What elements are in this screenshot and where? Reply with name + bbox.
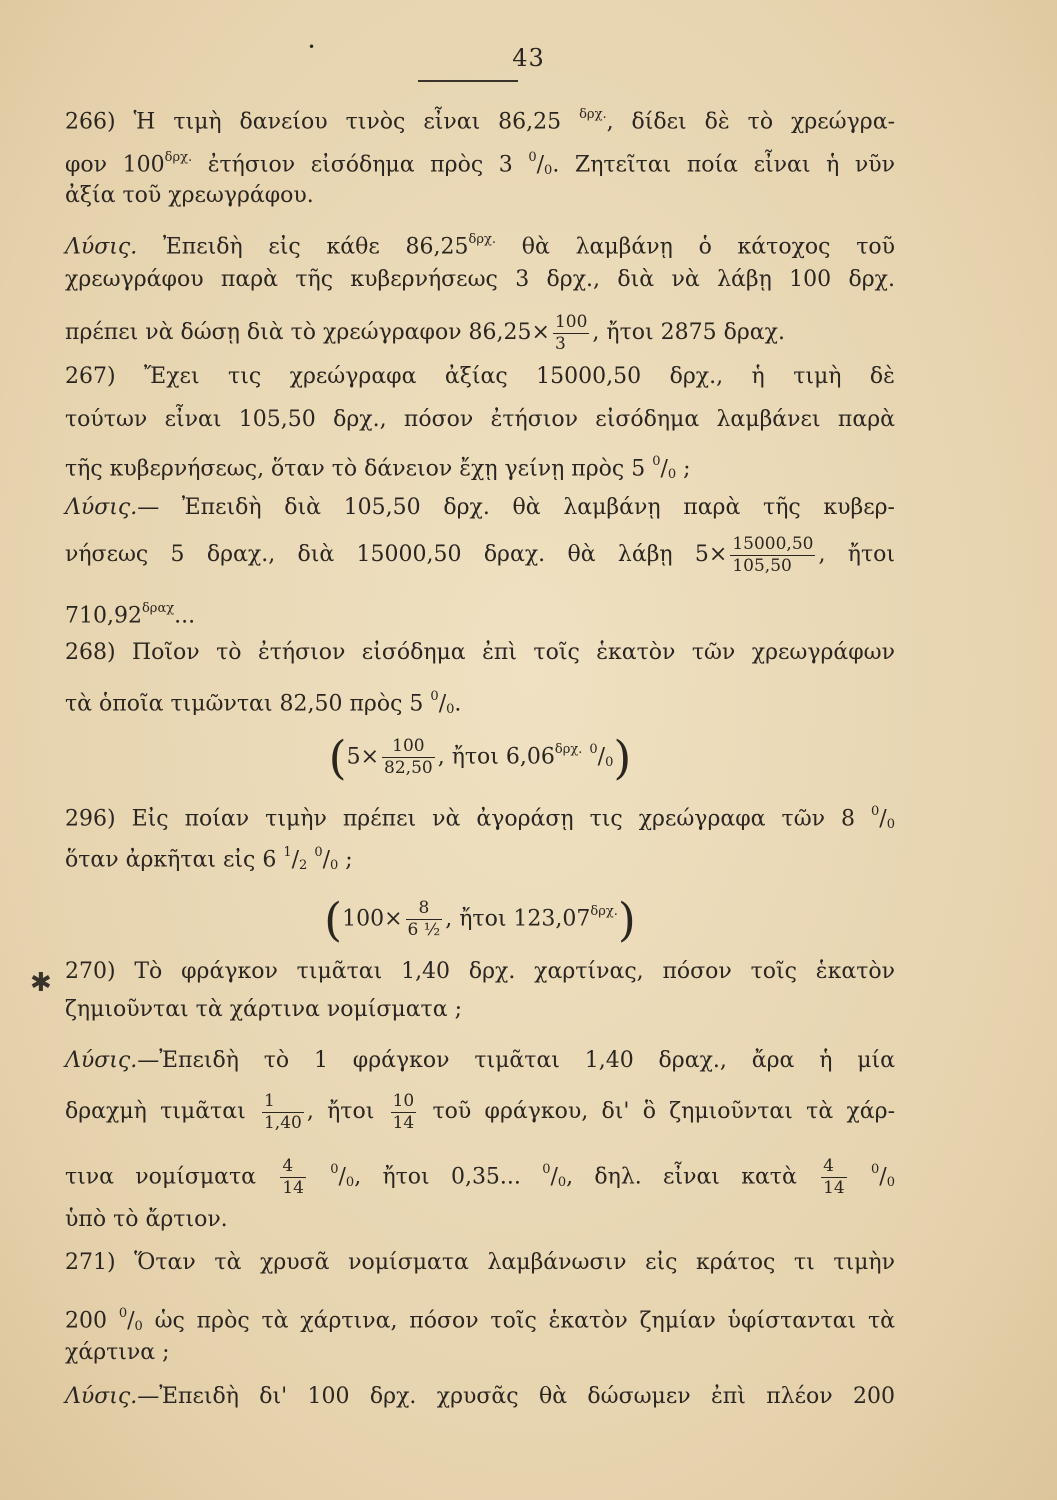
- text-run: ζημιοῦνται τὰ χάρτινα νομίσματα ;: [65, 997, 462, 1022]
- text-line: [65, 1090, 895, 1134]
- text-run: 710,92: [65, 603, 142, 629]
- text-run: /: [438, 691, 447, 717]
- superscript: 0: [330, 1162, 339, 1177]
- text-run: — Ἐπειδὴ διὰ 105,50 δρχ. θὰ λαμβάνῃ παρὰ τῆς κυβερ-: [137, 495, 895, 520]
- text-run: /: [127, 1308, 135, 1334]
- text-run: 100×: [342, 906, 403, 932]
- text-run: ὑπὸ τὸ ἄρτιον.: [65, 1207, 228, 1232]
- text-run: θὰ λαμβάνῃ ὁ κάτοχος τοῦ: [495, 234, 896, 260]
- text-run: —Ἐπειδὴ δι' 100 δρχ. χρυσᾶς θὰ δώσωμεν ἐπὶ πλέον 200: [137, 1384, 895, 1409]
- text-run: [309, 1164, 330, 1189]
- text-run: /: [660, 456, 668, 482]
- subscript: 0: [886, 816, 895, 832]
- fraction: [382, 735, 435, 778]
- fraction: [280, 1155, 306, 1198]
- fraction-numerator: 100: [554, 311, 588, 332]
- text-line: [65, 1292, 895, 1336]
- superscript: 0: [871, 1162, 880, 1177]
- subscript: 0: [557, 1174, 567, 1190]
- fraction-denominator: 3: [554, 333, 566, 354]
- superscript: 1: [283, 845, 292, 860]
- text-run: ὡς πρὸς τὰ χάρτινα, πόσον τοῖς ἑκατὸν ζημίαν ὑφίστανται τὰ: [142, 1308, 895, 1334]
- superscript: 0: [542, 1162, 551, 1177]
- subscript: 0: [134, 1318, 143, 1334]
- subscript: 0: [667, 466, 677, 482]
- text-run: , ἤτοι: [306, 1099, 388, 1124]
- text-line: [65, 675, 895, 719]
- fraction: [406, 897, 443, 940]
- text-run: , ἤτοι 6,06: [437, 744, 555, 770]
- page-number: 43: [512, 44, 545, 72]
- parenthesis: (: [328, 730, 347, 785]
- fraction: [553, 311, 589, 354]
- text-run: /: [291, 847, 300, 873]
- text-line: [65, 790, 895, 834]
- text-run: Λύσις.: [65, 1048, 138, 1073]
- text-run: —Ἐπειδὴ τὸ 1 φράγκον τιμᾶται 1,40 δραχ., ἄρα ἡ μία: [137, 1048, 895, 1073]
- text-run: 266) Ἡ τιμὴ δανείου τινὸς εἶναι 86,25: [65, 109, 580, 135]
- parenthesis: ): [613, 730, 632, 785]
- text-line: [65, 728, 895, 785]
- fraction-denominator: 14: [823, 1177, 845, 1198]
- fraction-denominator: 14: [282, 1177, 304, 1198]
- text-run: 296) Εἰς ποίαν τιμὴν πρέπει νὰ ἀγοράσῃ τις χρεώγραφα τῶν 8: [65, 806, 872, 832]
- superscript: 0: [118, 1306, 128, 1321]
- text-run: ἐτήσιον εἰσόδημα πρὸς 3: [192, 152, 529, 178]
- fraction-numerator: 8: [406, 900, 443, 920]
- text-run: τῆς κυβερνήσεως, ὅταν τὸ δάνειον ἔχῃ γείνῃ πρὸς 5: [65, 456, 653, 482]
- subscript: 0: [446, 701, 455, 717]
- text-run: 200: [65, 1308, 119, 1334]
- text-run: ὅταν ἀρκῆται εἰς 6: [65, 847, 284, 873]
- fraction-numerator: 4: [821, 1158, 847, 1178]
- fraction-denominator: 14: [392, 1112, 415, 1133]
- text-line: [65, 258, 895, 302]
- superscript: δραχ: [141, 601, 175, 616]
- text-run: Λύσις.: [65, 495, 138, 520]
- subscript: 0: [330, 857, 339, 873]
- text-run: . Ζητεῖται ποία εἶναι ἡ νῦν: [552, 152, 895, 178]
- text-run: , ἤτοι: [818, 542, 895, 567]
- superscript: δρχ.: [164, 150, 193, 165]
- superscript: 0: [871, 804, 880, 819]
- text-run: τούτων εἶναι 105,50 δρχ., πόσον ἐτήσιον εἰσόδημα λαμβάνει παρὰ: [65, 407, 895, 432]
- text-run: 5×: [346, 744, 380, 770]
- text-run: ...: [174, 603, 196, 629]
- superscript: δρχ.: [590, 904, 618, 919]
- text-line: [65, 1039, 895, 1083]
- fraction-numerator: 1: [262, 1093, 304, 1113]
- header-rule: [418, 80, 518, 82]
- text-line: [65, 398, 895, 442]
- text-line: [65, 831, 895, 875]
- superscript: 0: [528, 150, 537, 165]
- text-run: , ἤτοι 123,07: [445, 906, 591, 932]
- subscript: 2: [299, 857, 308, 873]
- text-run: .: [454, 691, 462, 717]
- text-line: [65, 533, 895, 577]
- text-run: 268) Ποῖον τὸ ἐτήσιον εἰσόδημα ἐπὶ τοῖς ἑκατὸν τῶν χρεωγράφων: [65, 640, 895, 665]
- fraction: [821, 1155, 847, 1198]
- text-run: νήσεως 5 δραχ., διὰ 15000,50 δραχ. θὰ λάβῃ 5×: [65, 542, 728, 567]
- text-line: [65, 486, 895, 530]
- text-line: [65, 440, 895, 484]
- text-run: τὰ ὁποῖα τιμῶνται 82,50 πρὸς 5: [65, 691, 431, 717]
- text-line: [65, 890, 895, 947]
- superscript: 0: [430, 689, 439, 704]
- text-run: /: [879, 1164, 887, 1190]
- subscript: 0: [605, 754, 614, 770]
- fraction: [391, 1090, 417, 1133]
- text-run: δραχμὴ τιμᾶται: [65, 1099, 259, 1124]
- text-line: [65, 1241, 895, 1285]
- text-run: 270) Τὸ φράγκον τιμᾶται 1,40 δρχ. χαρτίνας, πόσον τοῖς ἑκατὸν: [65, 959, 895, 984]
- superscript: 0: [314, 845, 323, 860]
- text-line: [65, 631, 895, 675]
- text-line: [65, 174, 895, 218]
- text-run: 267) Ἔχει τις χρεώγραφα ἀξίας 15000,50 δρχ., ἡ τιμὴ δὲ: [65, 364, 895, 389]
- fraction-numerator: 100: [382, 738, 435, 758]
- text-run: /: [550, 1164, 558, 1190]
- text-run: φον 100: [65, 152, 165, 178]
- text-run: Λύσις.: [65, 1384, 138, 1409]
- fraction-denominator: 6 ½: [407, 919, 441, 940]
- text-line: [65, 93, 895, 137]
- text-run: τοῦ φράγκου, δι' ὃ ζημιοῦνται τὰ χάρ-: [419, 1099, 896, 1124]
- text-run: , δίδει δὲ τὸ χρεώγρα-: [606, 109, 895, 135]
- text-run: τινα νομίσματα: [65, 1164, 278, 1190]
- fraction-denominator: 1,40: [263, 1112, 302, 1133]
- superscript: 0: [589, 742, 598, 757]
- subscript: 0: [544, 162, 553, 178]
- superscript: δρχ.: [468, 232, 496, 247]
- fraction-denominator: 82,50: [384, 757, 433, 778]
- text-run: 271) Ὅταν τὰ χρυσᾶ νομίσματα λαμβάνωσιν εἰς κράτος τι τιμὴν: [65, 1250, 895, 1275]
- ink-mark: •: [308, 40, 316, 54]
- text-run: χρεωγράφου παρὰ τῆς κυβερνήσεως 3 δρχ., διὰ νὰ λάβῃ 100 δρχ.: [65, 267, 895, 292]
- superscript: δρχ.: [579, 107, 607, 122]
- margin-mark: ✱: [30, 968, 52, 998]
- fraction: [730, 533, 815, 576]
- parenthesis: ): [617, 892, 636, 947]
- text-run: Λύσις.: [65, 234, 163, 260]
- text-run: ἀξία τοῦ χρεωγράφου.: [65, 183, 314, 208]
- text-line: [65, 587, 895, 631]
- text-run: χάρτινα ;: [65, 1340, 170, 1365]
- text-run: , ἤτοι 2875 δραχ.: [592, 320, 785, 345]
- superscript: 0: [652, 454, 661, 469]
- text-run: ;: [338, 847, 353, 873]
- text-line: [65, 355, 895, 399]
- text-run: [850, 1164, 871, 1189]
- superscript: δρχ.: [554, 742, 583, 757]
- subscript: 0: [886, 1174, 895, 1190]
- text-run: /: [536, 152, 545, 178]
- fraction-numerator: 10: [392, 1090, 415, 1111]
- text-run: /: [322, 847, 331, 873]
- text-run: πρέπει νὰ δώσῃ διὰ τὸ χρεώγραφον 86,25×: [65, 320, 550, 345]
- text-line: [65, 1375, 895, 1419]
- text-line: [65, 311, 895, 355]
- text-line: [65, 988, 895, 1032]
- text-line: [65, 218, 895, 262]
- text-run: /: [879, 806, 887, 832]
- text-line: [65, 1198, 895, 1242]
- parenthesis: (: [324, 892, 343, 947]
- text-line: [65, 1148, 895, 1198]
- text-run: , ἤτοι 0,35...: [354, 1164, 543, 1190]
- text-run: Ἐπειδὴ εἰς κάθε 86,25: [162, 234, 469, 260]
- fraction-denominator: 105,50: [732, 555, 792, 576]
- subscript: 0: [345, 1174, 355, 1190]
- text-line: [65, 1331, 895, 1375]
- fraction-numerator: 15000,50: [732, 533, 814, 554]
- text-run: /: [338, 1164, 346, 1190]
- text-run: /: [597, 744, 606, 770]
- fraction-numerator: 4: [280, 1158, 306, 1178]
- text-run: ;: [676, 456, 691, 482]
- fraction: [262, 1090, 304, 1133]
- text-run: , δηλ. εἶναι κατὰ: [566, 1164, 819, 1190]
